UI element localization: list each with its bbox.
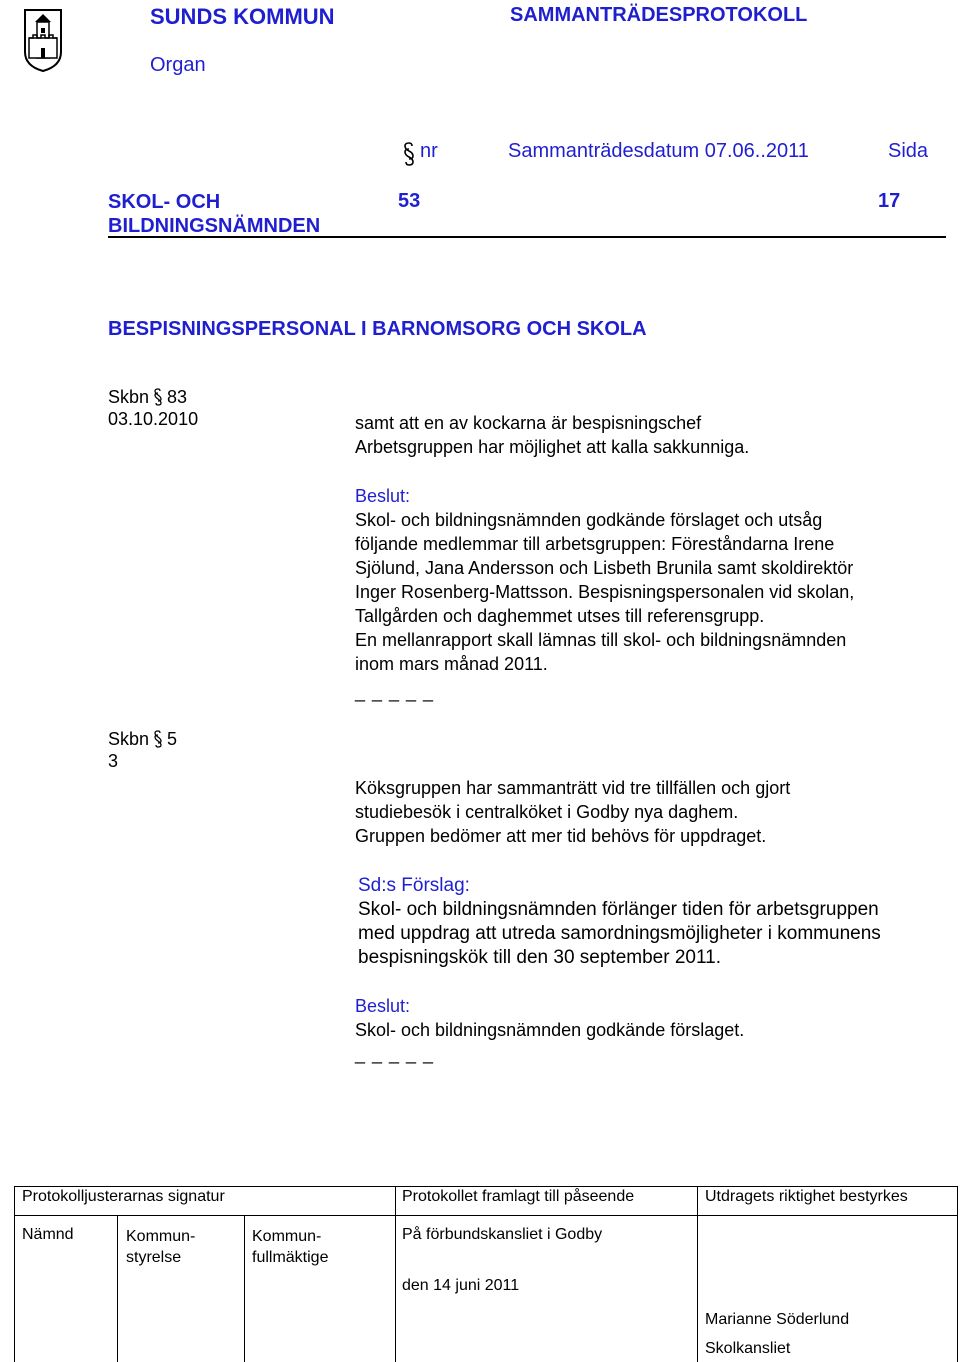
org-unit-line1: SKOL- OCH [108, 191, 221, 213]
section-sign-icon [402, 142, 416, 166]
section-intro [355, 411, 749, 459]
footer-certifier-name: Marianne Söderlund [705, 1311, 850, 1328]
text-line: studiebesök i centralköket i Godby nya daghem. [355, 802, 739, 822]
footer-col-divider [14, 1186, 15, 1362]
ref-date: 03.10.2010 [108, 409, 199, 429]
text-line: Skol- och bildningsnämnden godkände förslaget och utsåg [355, 510, 823, 530]
footer-municipal-council [252, 1226, 328, 1268]
reference-skbn-83 [108, 386, 198, 430]
ref-prefix: Skbn [108, 387, 150, 407]
meeting-date-label: Sammanträdesdatum 07.06..2011 [508, 140, 809, 162]
text-line: Gruppen bedömer att mer tid behövs för uppdraget. [355, 826, 767, 846]
ref-number: 83 [167, 387, 188, 407]
footer-committee: Nämnd [22, 1226, 74, 1243]
footer-date: den 14 juni 2011 [402, 1277, 520, 1294]
footer-text-line: fullmäktige [252, 1249, 329, 1266]
document-title: BESPISNINGSPERSONAL I BARNOMSORG OCH SKOLA [108, 318, 647, 340]
text-line: Arbetsgruppen har möjlighet att kalla sakkunniga. [355, 437, 750, 457]
ref-number: 5 [167, 729, 178, 749]
text-line: En mellanrapport skall lämnas till skol- och bildningsnämnden [355, 630, 847, 650]
footer-col-divider [957, 1186, 958, 1362]
footer-place: På förbundskansliet i Godby [402, 1226, 603, 1243]
footer-top-rule [14, 1186, 958, 1187]
protocol-number: 53 [398, 190, 421, 212]
proposal-heading: Sd:s Förslag: [358, 875, 470, 896]
org-unit [108, 190, 320, 238]
text-line: Skol- och bildningsnämnden godkände förslaget. [355, 1020, 745, 1040]
header-divider [108, 236, 946, 238]
page-label: Sida [888, 140, 929, 162]
decision-heading: Beslut: [355, 996, 411, 1016]
nr-label: nr [420, 140, 438, 162]
text-line: samt att en av kockarna är bespisningschef [355, 413, 702, 433]
footer-header-rule [14, 1215, 958, 1216]
page-number: 17 [878, 190, 901, 212]
organ-label: Organ [150, 54, 206, 76]
ref-prefix: Skbn [108, 729, 150, 749]
footer-municipal-board [126, 1226, 195, 1268]
decision-2 [355, 994, 744, 1042]
organization-name: SUNDS KOMMUN [150, 4, 335, 29]
section-sign-icon [153, 388, 163, 406]
decision-1 [355, 484, 854, 676]
footer-text-line: Kommun- [252, 1228, 322, 1245]
footer-display-label: Protokollet framlagt till påseende [402, 1188, 635, 1205]
section-sign-icon [153, 730, 163, 748]
text-line: inom mars månad 2011. [355, 654, 548, 674]
text-line: med uppdrag att utreda samordningsmöjligheter i kommunens [358, 923, 881, 944]
section-kitchen-group [355, 776, 790, 848]
footer-text-line: styrelse [126, 1249, 182, 1266]
text-line: Köksgruppen har sammanträtt vid tre tillfällen och gjort [355, 778, 791, 798]
decision-heading: Beslut: [355, 486, 411, 506]
text-line: följande medlemmar till arbetsgruppen: Föreståndarna Irene [355, 534, 835, 554]
footer-certification-label: Utdragets riktighet bestyrkes [705, 1188, 908, 1205]
footer-col-divider [117, 1215, 118, 1362]
document-type: SAMMANTRÄDESPROTOKOLL [510, 4, 808, 26]
text-line: Skol- och bildningsnämnden förlänger tiden för arbetsgruppen [358, 899, 879, 920]
footer-text-line: Kommun- [126, 1228, 196, 1245]
reference-skbn-5 [108, 728, 177, 772]
ref-number-continued: 3 [108, 751, 119, 771]
footer-col-divider [697, 1186, 698, 1362]
text-line: Inger Rosenberg-Mattsson. Bespisningspersonalen vid skolan, [355, 582, 855, 602]
footer-office: Skolkansliet [705, 1340, 791, 1357]
text-line: Tallgården och daghemmet utses till referensgrupp. [355, 606, 765, 626]
proposal [358, 874, 881, 970]
text-line: bespisningskök till den 30 september 2011. [358, 947, 721, 968]
text-line: Sjölund, Jana Andersson och Lisbeth Brunila samt skoldirektör [355, 558, 854, 578]
org-unit-line2: BILDNINGSNÄMNDEN [108, 215, 321, 237]
separator-dashes: _ _ _ _ _ [355, 1044, 435, 1064]
separator-dashes: _ _ _ _ _ [355, 682, 435, 702]
castle-tower-logo-icon [22, 8, 64, 72]
footer-col-divider [244, 1215, 245, 1362]
footer-col-divider [395, 1186, 396, 1362]
footer-signature-label: Protokolljusterarnas signatur [22, 1188, 225, 1205]
